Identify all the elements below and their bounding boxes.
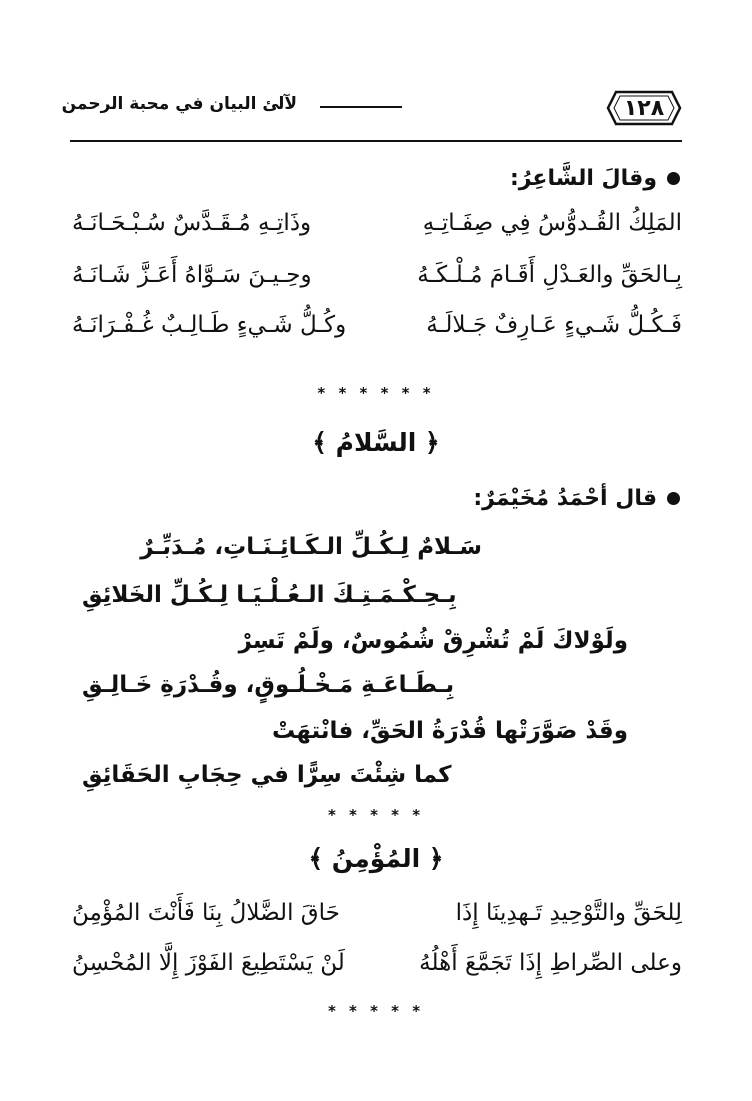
page-number-ornament (606, 88, 682, 128)
poet-intro (510, 166, 680, 191)
verse-row (72, 210, 682, 236)
header-dash (320, 106, 402, 108)
verse-line: سَـلامٌ لِـكُـلِّ الـكَـائِـنَـاتِ، مُـدَبِّـرٌ (140, 534, 482, 560)
running-header-title: لآلئ البيان في محبة الرحمن (61, 94, 297, 114)
section-heading-salam: ﴿ السَّلامُ ﴾ (312, 428, 440, 457)
section-separator: * * * * * (327, 1002, 425, 1020)
bullet-icon (667, 492, 680, 505)
page-number: ١٢٨ (623, 95, 665, 121)
verse-first-hemistich: فَـكُـلُّ شَـيءٍ عَـارِفٌ جَـلالَـهُ (426, 312, 682, 338)
bullet-icon (667, 172, 680, 185)
verse-second-hemistich: وكُـلُّ شَـيءٍ طَـالِـبٌ غُـفْـرَانَـهُ (72, 312, 347, 338)
verse-first-hemistich: المَلِكُ القُـدوُّسُ فِي صِفَـاتِـهِ (422, 210, 682, 236)
verse-first-hemistich: وعلى الصِّراطِ إِذَا تَجَمَّعَ أَهْلُهُ (419, 950, 682, 976)
verse-row (72, 312, 682, 338)
verse-row (72, 950, 682, 976)
verse-second-hemistich: وذَاتِـهِ مُـقَـدَّسٌ سُـبْـحَـانَـهُ (72, 210, 312, 236)
poet-intro (473, 486, 680, 511)
verse-row (72, 900, 682, 926)
section-separator: * * * * * * (317, 384, 435, 402)
poet-intro-text: وقالَ الشَّاعِرُ: (509, 166, 657, 191)
verse-second-hemistich: حَاقَ الضَّلالُ بِنَا فَأَنْتَ المُؤْمِنُ (72, 900, 340, 926)
verse-line: وقَدْ صَوَّرَتْها قُدْرَةُ الحَقِّ، فانْتهَتْ (272, 718, 628, 744)
verse-line: ولَوْلاكَ لَمْ تُشْرِقْ شُمُوسٌ، ولَمْ تَسِرْ (238, 628, 628, 654)
section-heading-mumin: ﴿ المُؤْمِنُ ﴾ (308, 844, 444, 873)
poet-intro-text: قال أحْمَدُ مُخَيْمَرٌ: (473, 486, 657, 511)
section-separator: * * * * * (327, 806, 425, 824)
verse-second-hemistich: وحِـيـنَ سَـوَّاهُ أَعَـزَّ شَـانَـهُ (72, 262, 312, 288)
verse-row (72, 262, 682, 288)
verse-second-hemistich: لَنْ يَسْتَطِيعَ الفَوْزَ إِلَّا المُحْسِنُ (72, 950, 345, 976)
header-rule (70, 140, 682, 142)
verse-line: بِـحِـكْـمَـتِـكَ الـعُـلْـيَـا لِـكُـلِّ الخَلائِقِ (82, 582, 457, 608)
verse-line: بِـطَـاعَـةِ مَـخْـلُـوقٍ، وقُـدْرَةِ خَـالِـقِ (82, 672, 455, 698)
verse-line: كما شِئْتَ سِرًّا في حِجَابِ الحَقَائِقِ (82, 762, 452, 788)
verse-first-hemistich: بِـالحَقِّ والعَـدْلِ أَقَـامَ مُـلْـكَـهُ (417, 262, 682, 288)
verse-first-hemistich: لِلحَقِّ والتَّوْحِيدِ تَـهدِينَا إِذَا (455, 900, 682, 926)
